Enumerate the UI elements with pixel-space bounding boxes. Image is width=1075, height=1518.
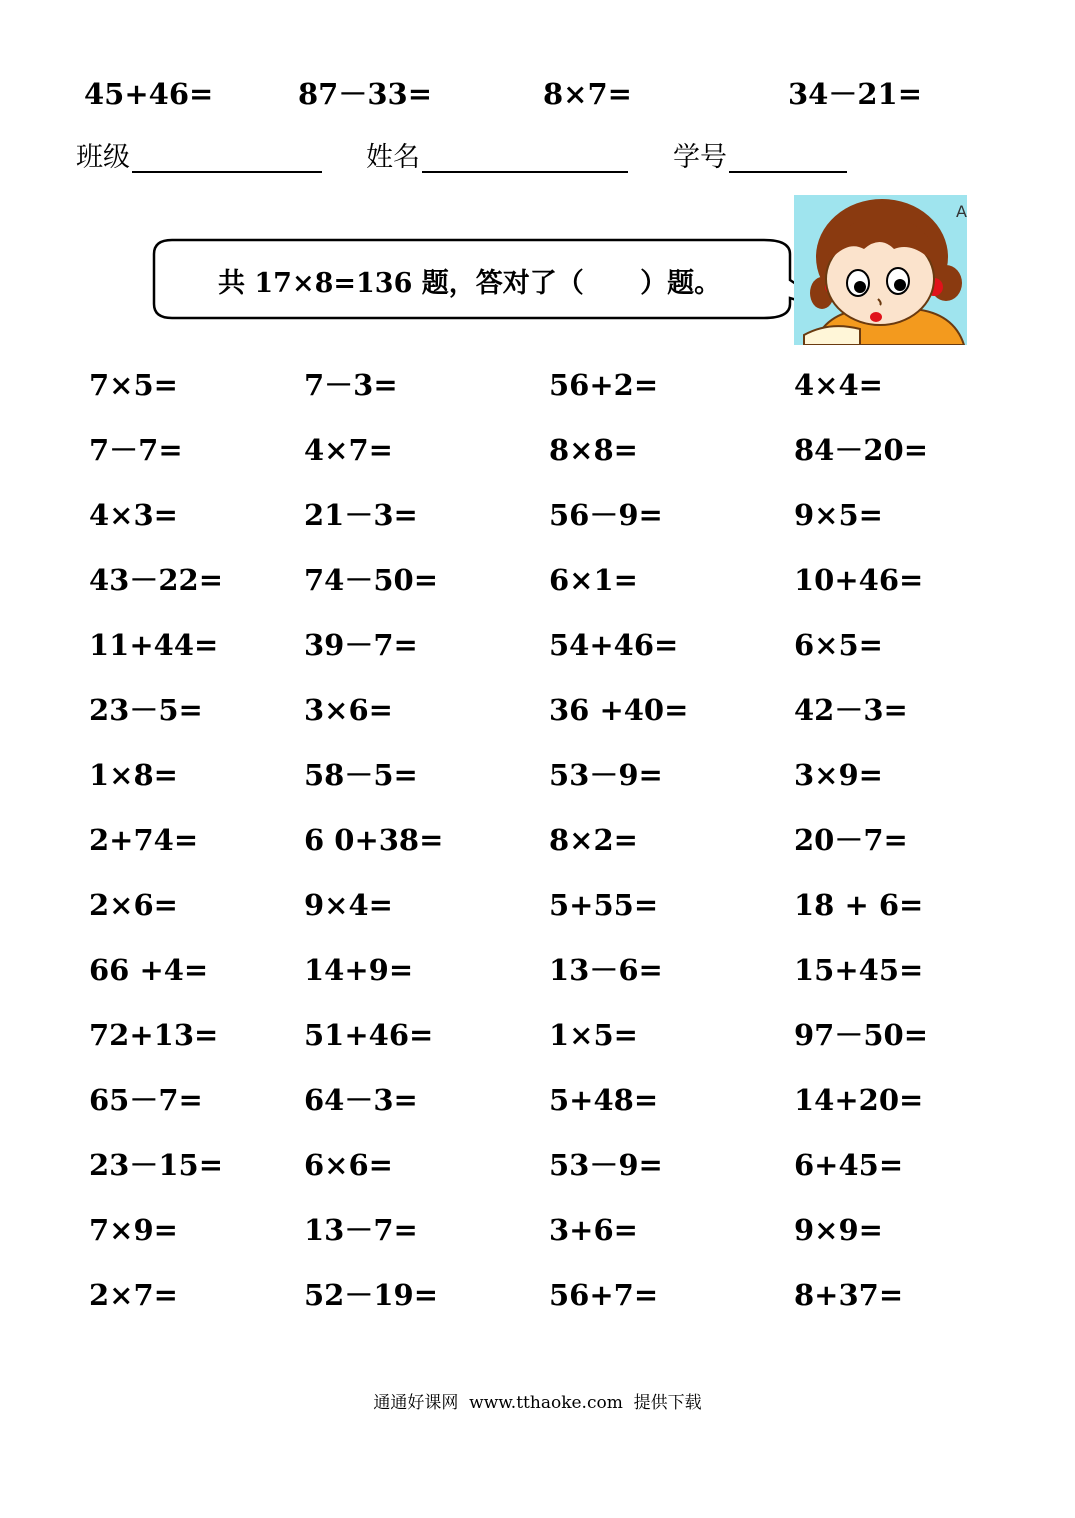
problem: 84－20= xyxy=(794,433,929,467)
problem: 9×5= xyxy=(794,498,883,532)
problem: 53－9= xyxy=(549,758,663,792)
student-info-row xyxy=(0,138,1075,178)
warmup-problem: 8×7= xyxy=(543,77,632,111)
problem: 7×5= xyxy=(89,368,178,402)
problem: 15+45= xyxy=(794,953,924,987)
problem: 42－3= xyxy=(794,693,908,727)
problem: 21－3= xyxy=(304,498,418,532)
problem: 14+20= xyxy=(794,1083,924,1117)
problem: 18 + 6= xyxy=(794,888,924,922)
problem: 13－7= xyxy=(304,1213,418,1247)
problem: 2×7= xyxy=(89,1278,178,1312)
problem: 97－50= xyxy=(794,1018,929,1052)
problem-row xyxy=(0,1275,1075,1340)
problem: 4×3= xyxy=(89,498,178,532)
problem: 13－6= xyxy=(549,953,663,987)
problem: 5+48= xyxy=(549,1083,659,1117)
problem: 64－3= xyxy=(304,1083,418,1117)
problem: 10+46= xyxy=(794,563,924,597)
problem-grid xyxy=(0,365,1075,1340)
problem: 2×6= xyxy=(89,888,178,922)
problem-row xyxy=(0,820,1075,885)
warmup-problem: 34－21= xyxy=(788,77,923,111)
problem: 56+2= xyxy=(549,368,659,402)
problem: 4×4= xyxy=(794,368,883,402)
problem: 4×7= xyxy=(304,433,393,467)
problem: 1×8= xyxy=(89,758,178,792)
problem-row xyxy=(0,625,1075,690)
problem: 23－5= xyxy=(89,693,203,727)
problem: 6×6= xyxy=(304,1148,393,1182)
problem-row xyxy=(0,885,1075,950)
problem-row xyxy=(0,1210,1075,1275)
problem: 3+6= xyxy=(549,1213,638,1247)
problem: 43－22= xyxy=(89,563,224,597)
problem: 9×9= xyxy=(794,1213,883,1247)
problem: 8×8= xyxy=(549,433,638,467)
problem: 3×6= xyxy=(304,693,393,727)
svg-text:A: A xyxy=(956,202,967,221)
warmup-problem: 45+46= xyxy=(84,77,214,111)
problem: 66 +4= xyxy=(89,953,209,987)
problem-row xyxy=(0,690,1075,755)
problem: 20－7= xyxy=(794,823,908,857)
problem: 6+45= xyxy=(794,1148,904,1182)
problem-row xyxy=(0,430,1075,495)
problem: 7－3= xyxy=(304,368,398,402)
problem: 23－15= xyxy=(89,1148,224,1182)
problem-row xyxy=(0,365,1075,430)
name-field[interactable] xyxy=(422,171,628,173)
girl-reading-illustration xyxy=(794,195,967,345)
footer-credit: 通通好课网 www.tthaoke.com 提供下载 xyxy=(373,1393,702,1413)
name-label: 姓名 xyxy=(366,142,420,173)
problem-row xyxy=(0,560,1075,625)
problem: 54+46= xyxy=(549,628,679,662)
problem: 9×4= xyxy=(304,888,393,922)
problem: 6 0+38= xyxy=(304,823,444,857)
score-summary-text: 共 17×8=136 题，答对了（ ）题。 xyxy=(218,268,722,299)
problem-row xyxy=(0,1080,1075,1145)
problem: 14+9= xyxy=(304,953,414,987)
problem: 1×5= xyxy=(549,1018,638,1052)
problem: 74－50= xyxy=(304,563,439,597)
problem: 6×1= xyxy=(549,563,638,597)
problem: 8+37= xyxy=(794,1278,904,1312)
problem: 3×9= xyxy=(794,758,883,792)
problem-row xyxy=(0,495,1075,560)
problem: 65－7= xyxy=(89,1083,203,1117)
student-id-label: 学号 xyxy=(673,142,727,173)
class-label: 班级 xyxy=(76,142,130,173)
warmup-row xyxy=(0,74,1075,114)
problem-row xyxy=(0,755,1075,820)
warmup-problem: 87－33= xyxy=(298,77,433,111)
problem: 7×9= xyxy=(89,1213,178,1247)
problem-row xyxy=(0,950,1075,1015)
problem: 58－5= xyxy=(304,758,418,792)
problem: 36 +40= xyxy=(549,693,689,727)
problem: 11+44= xyxy=(89,628,219,662)
problem: 72+13= xyxy=(89,1018,219,1052)
class-field[interactable] xyxy=(132,171,322,173)
problem: 2+74= xyxy=(89,823,199,857)
problem: 5+55= xyxy=(549,888,659,922)
problem-row xyxy=(0,1145,1075,1210)
problem: 7－7= xyxy=(89,433,183,467)
problem: 39－7= xyxy=(304,628,418,662)
problem: 56－9= xyxy=(549,498,663,532)
problem: 56+7= xyxy=(549,1278,659,1312)
problem: 52－19= xyxy=(304,1278,439,1312)
problem: 51+46= xyxy=(304,1018,434,1052)
problem: 6×5= xyxy=(794,628,883,662)
problem-row xyxy=(0,1015,1075,1080)
problem: 8×2= xyxy=(549,823,638,857)
problem: 53－9= xyxy=(549,1148,663,1182)
student-id-field[interactable] xyxy=(729,171,847,173)
